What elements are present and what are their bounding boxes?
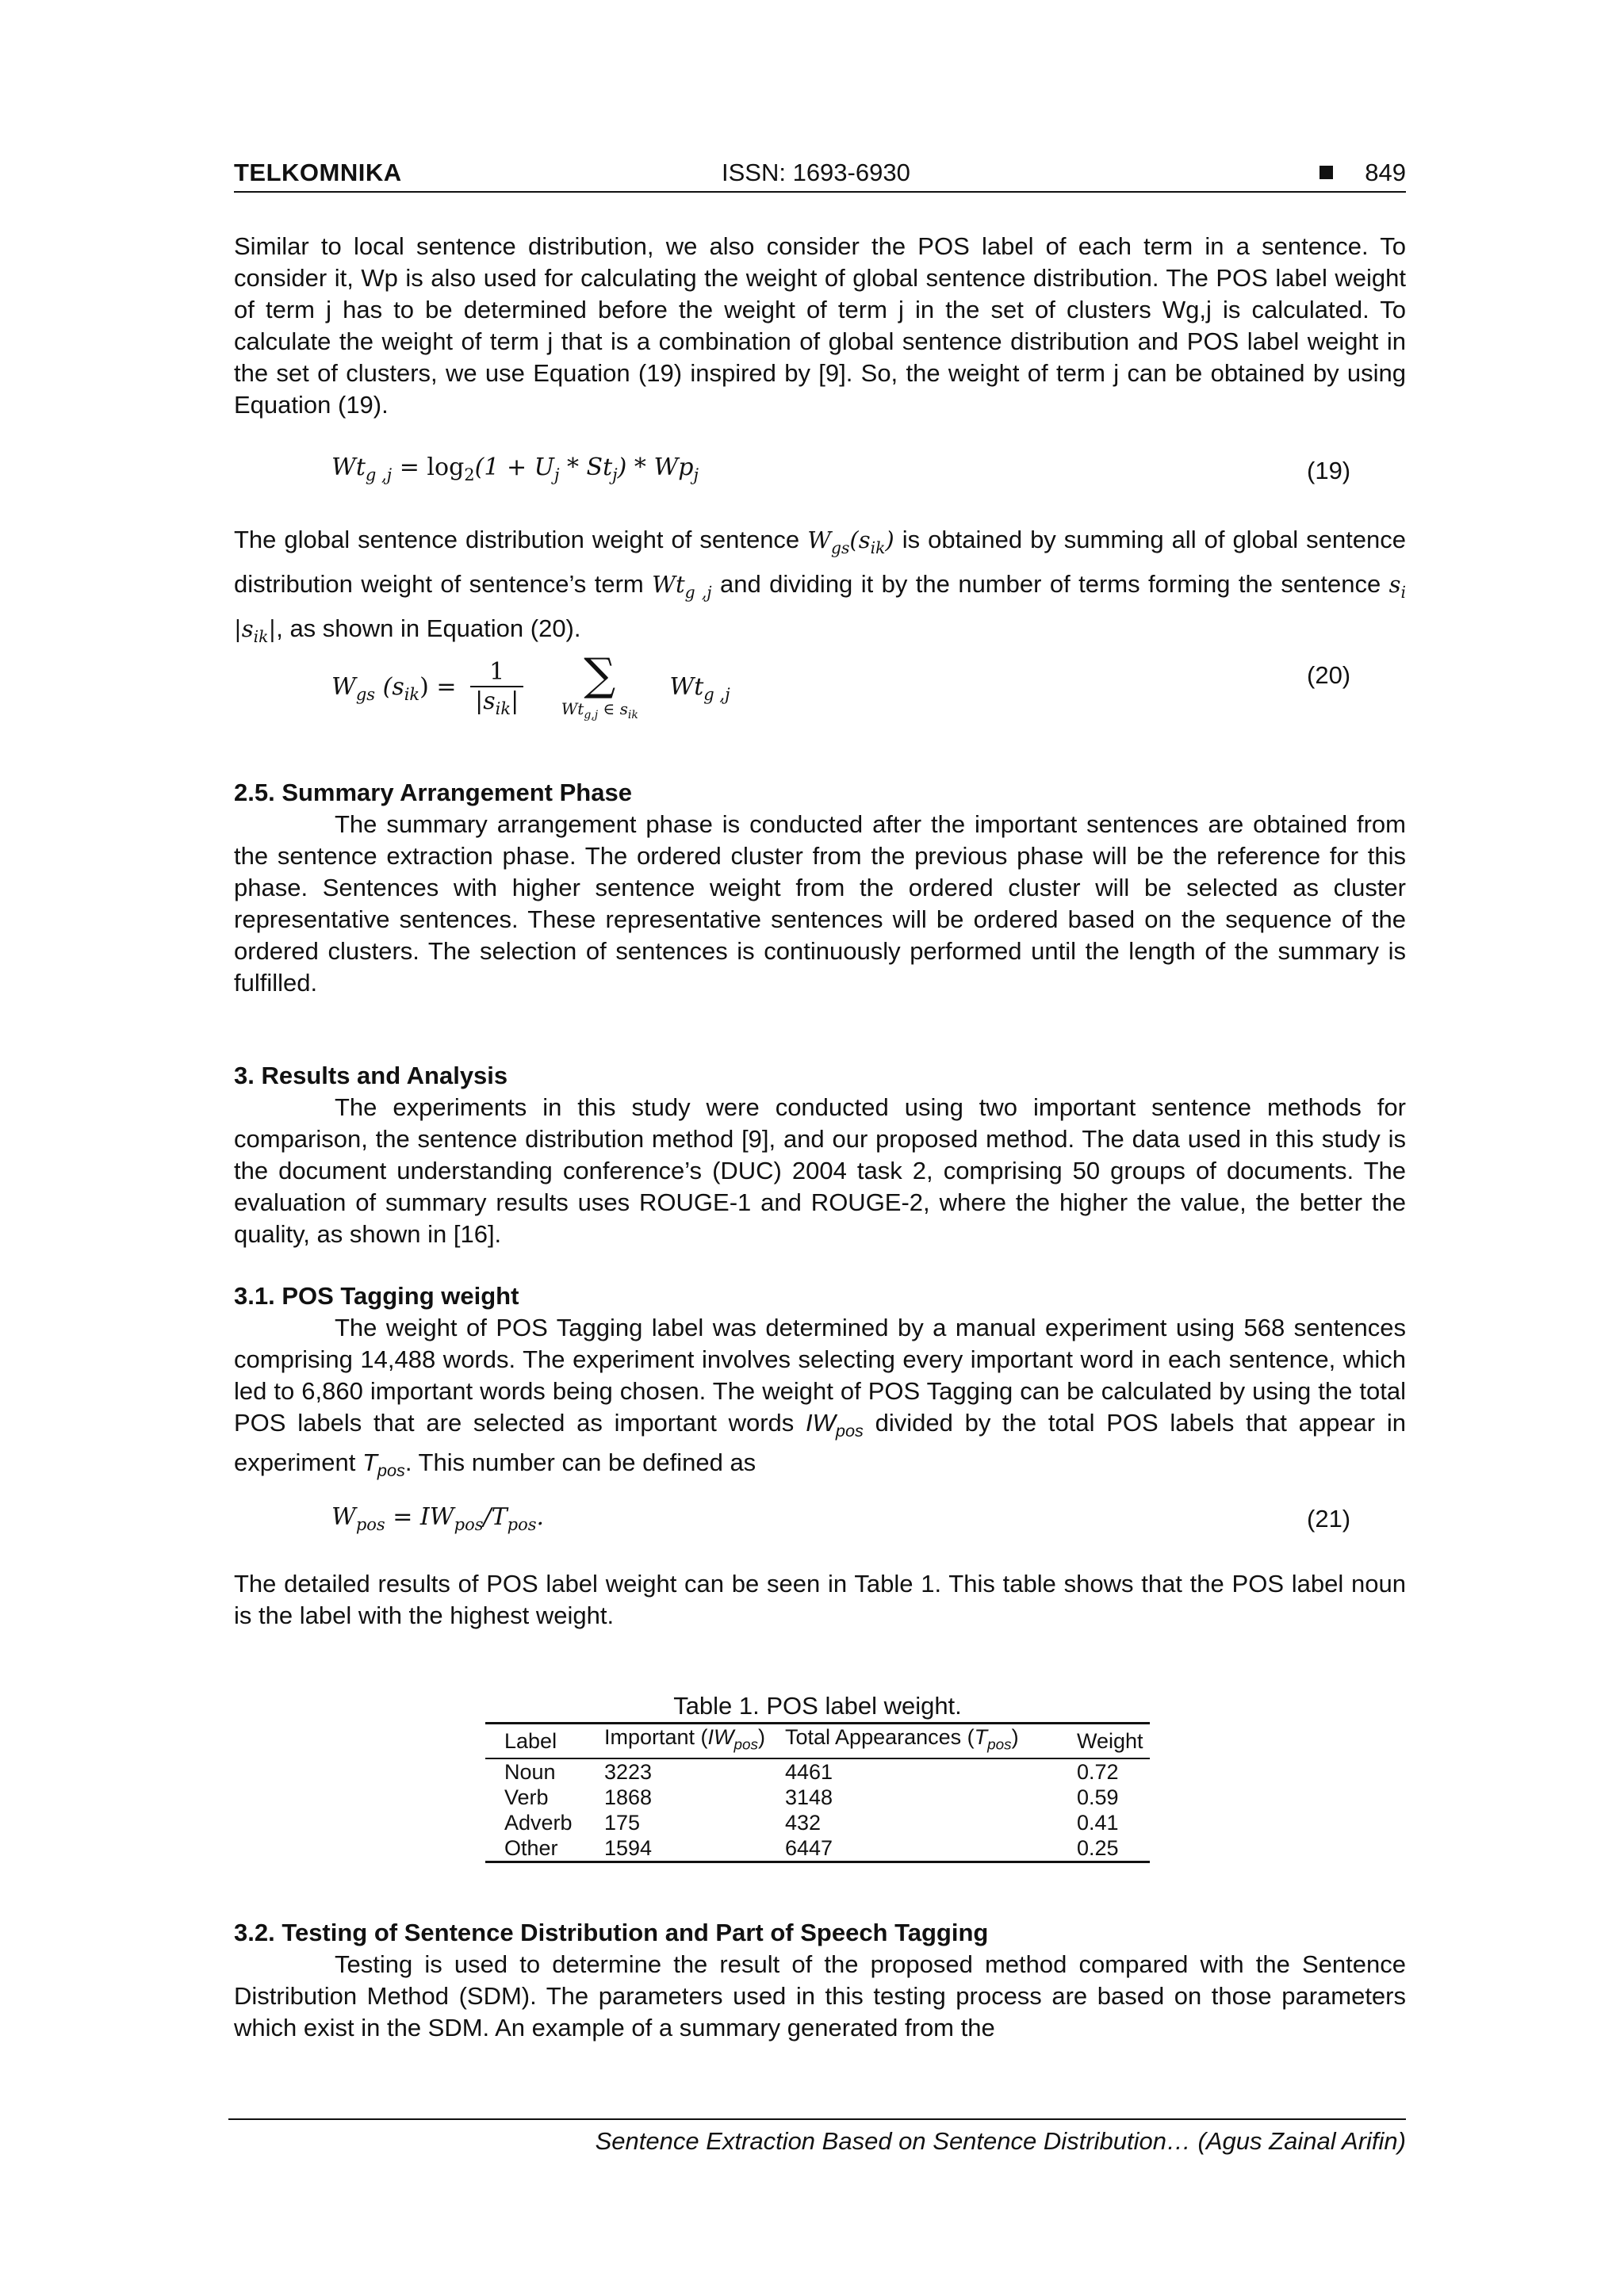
cell-important: 175 xyxy=(604,1811,641,1835)
cell-total: 4461 xyxy=(785,1760,833,1785)
table-row xyxy=(485,1758,1150,1785)
cell-important: 3223 xyxy=(604,1760,653,1785)
pos-weight-table xyxy=(485,1722,1150,1863)
cell-total: 432 xyxy=(785,1811,822,1835)
summation: ∑ $Wt_{g,j}$ ∈ $s_{ik}$ xyxy=(561,649,638,721)
paragraph-global-weight: The global sentence distribution weight of sentence $W_{gs}(s_{ik})$ is obtained by summing all of global sentence distribution weight of sentence’s term $Wt_{g ,j}$ and dividing it by the number of terms forming the sentence $s_i$ $|s_{ik}|$, as shown in Equation (20). xyxy=(234,526,1406,646)
section-heading-3-1: 3.1. POS Tagging weight xyxy=(234,1282,519,1310)
table-row xyxy=(485,1785,1150,1810)
section-2-5-body: The summary arrangement phase is conducted after the important sentences are obtained from the sentence extraction phase. The ordered cluster from the previous phase will be the reference for this phase. Sentences with higher sentence weight from the ordered cluster will be selected as cluster representative sentences. These representative sentences will be ordered based on the sequence of the ordered clusters. The selection of sentences is continuously performed until the length of the summary is fulfilled. xyxy=(234,810,1406,997)
equation-20-number: (20) xyxy=(1307,661,1351,689)
paragraph-wp xyxy=(234,231,1406,421)
paragraph-text: Similar to local sentence distribution, we also consider the POS label of each term in a sentence. To consider it, Wp is also used for calculating the weight of global sentence distribution. The POS label weight of term j has to be determined before the weight of term j in the set of clusters Wg,j is calculated. To calculate the weight of term j that is a combination of global sentence distribution and POS label weight in the set of clusters, we use Equation (19) inspired by [9]. So, the weight of term j can be obtained by using Equation (19). xyxy=(234,232,1406,419)
page-number-group xyxy=(1320,155,1406,191)
cell-important: 1868 xyxy=(604,1785,653,1810)
cell-weight: 0.25 xyxy=(1077,1836,1119,1861)
section-heading-2-5: 2.5. Summary Arrangement Phase xyxy=(234,779,632,806)
section-3-1-body: The weight of POS Tagging label was determined by a manual experiment using 568 sentences comprising 14,488 words. The experiment involves selecting every important word in each sentence, which led to 6,860 important words being chosen. The weight of POS Tagging can be calculated by using the total POS labels that are selected as important words $IW_{pos}$ divided by the total POS labels that appear in experiment $T_{pos}$. This number can be defined as xyxy=(234,1314,1406,1481)
section-heading-3: 3. Results and Analysis xyxy=(234,1062,508,1089)
header-weight: Weight xyxy=(1077,1729,1143,1754)
table-row xyxy=(485,1810,1150,1835)
page-number: 849 xyxy=(1365,159,1406,186)
table-1 xyxy=(485,1690,1150,1863)
header-important: Important $(IW_{pos})$ xyxy=(604,1725,766,1754)
issn: ISSN: 1693-6930 xyxy=(722,159,910,186)
square-bullet-icon xyxy=(1320,166,1333,179)
cell-important: 1594 xyxy=(604,1836,653,1861)
fraction: $\frac{1}{|s_{ik}|}$ xyxy=(470,658,523,718)
equation-20: $W_{gs}$ $(s_{ik})$ = $\frac{1}{|s_{ik}|}$ ∑ $Wt_{g,j}$ ∈ $s_{ik}$ $Wt_{g ,j}$ xyxy=(331,652,730,725)
cell-weight: 0.41 xyxy=(1077,1811,1119,1835)
equation-21: $W_{pos} = IW_{pos}/T_{pos}$. xyxy=(331,1503,545,1534)
equation-19: $Wt_{g ,j} = \log_2(1 + U_j * St_j) * Wp_j$ xyxy=(331,453,699,484)
header-label: Label xyxy=(504,1729,557,1754)
equation-21-number: (21) xyxy=(1307,1505,1351,1533)
cell-weight: 0.72 xyxy=(1077,1760,1119,1785)
section-3-2-body: Testing is used to determine the result of the proposed method compared with the Sentence Distribution Method (SDM). The parameters used in this testing process are based on those parameters which exist in the SDM. An example of a summary generated from the xyxy=(234,1950,1406,2042)
section-heading-3-2: 3.2. Testing of Sentence Distribution and Part of Speech Tagging xyxy=(234,1919,989,1946)
running-header xyxy=(234,155,1406,193)
paragraph-table-intro: The detailed results of POS label weight can be seen in Table 1. This table shows that the POS label noun is the label with the highest weight. xyxy=(234,1570,1406,1629)
table-row xyxy=(485,1835,1150,1862)
cell-weight: 0.59 xyxy=(1077,1785,1119,1810)
cell-label: Adverb xyxy=(504,1811,573,1835)
cell-label: Other xyxy=(504,1836,558,1861)
cell-label: Verb xyxy=(504,1785,549,1810)
cell-label: Noun xyxy=(504,1760,556,1785)
footer-rule xyxy=(228,2118,1406,2120)
equation-19-number: (19) xyxy=(1307,457,1351,484)
cell-total: 6447 xyxy=(785,1836,833,1861)
table-caption: Table 1. POS label weight. xyxy=(673,1692,962,1720)
journal-name: TELKOMNIKA xyxy=(234,159,402,186)
running-footer: Sentence Extraction Based on Sentence Distribution… (Agus Zainal Arifin) xyxy=(595,2127,1406,2155)
header-total: Total Appearances $(T_{pos})$ xyxy=(785,1725,1019,1754)
table-header-row xyxy=(485,1724,1150,1759)
section-3-body: The experiments in this study were conducted using two important sentence methods for comparison, the sentence distribution method [9], and our proposed method. The data used in this study is the document understanding conference’s (DUC) 2004 task 2, comprising 50 groups of documents. The evaluation of summary results uses ROUGE-1 and ROUGE-2, where the higher the value, the better the quality, as shown in [16]. xyxy=(234,1093,1406,1248)
cell-total: 3148 xyxy=(785,1785,833,1810)
